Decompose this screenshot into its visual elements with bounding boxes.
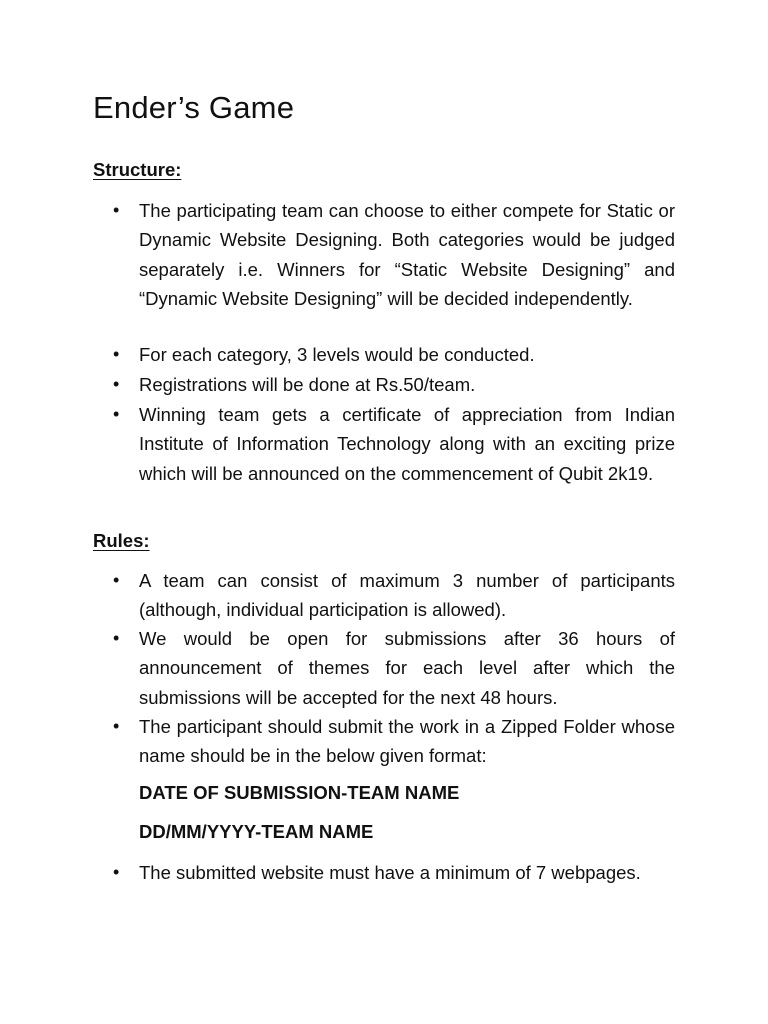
structure-item-levels: For each category, 3 levels would be conducted. bbox=[139, 344, 535, 365]
rules-item-zipped-folder: The participant should submit the work in a Zipped Folder whose name should be in the below given format: bbox=[139, 716, 675, 767]
rules-heading: Rules: bbox=[93, 530, 150, 551]
structure-item-teams: The participating team can choose to either compete for Static or Dynamic Website Designing. Both categories would be judged separately i.e. Winners for “Static Website Designing” and “Dynamic Website Designing” will be decided independently. bbox=[139, 200, 675, 309]
format-line-ddmmyyyy: DD/MM/YYYY-TEAM NAME bbox=[139, 821, 374, 842]
rules-item-team-size: A team can consist of maximum 3 number of participants (although, individual participation is allowed). bbox=[139, 570, 675, 621]
document-title: Ender’s Game bbox=[93, 90, 295, 125]
bullet-icon: • bbox=[113, 716, 120, 736]
rules-item-submission-window: We would be open for submissions after 36 hours of announcement of themes for each level after which the submissions will be accepted for the next 48 hours. bbox=[139, 628, 675, 708]
bullet-icon: • bbox=[113, 862, 120, 882]
bullet-icon: • bbox=[113, 344, 120, 364]
bullet-icon: • bbox=[113, 404, 120, 424]
rules-item-min-webpages: The submitted website must have a minimum of 7 webpages. bbox=[139, 862, 641, 883]
bullet-icon: • bbox=[113, 374, 120, 394]
format-line-date: DATE OF SUBMISSION-TEAM NAME bbox=[139, 782, 460, 803]
structure-item-registration: Registrations will be done at Rs.50/team. bbox=[139, 374, 476, 395]
structure-item-prize: Winning team gets a certificate of appreciation from Indian Institute of Information Technology along with an exciting prize which will be announced on the commencement of Qubit 2k19. bbox=[139, 404, 675, 484]
structure-heading: Structure: bbox=[93, 159, 182, 180]
bullet-icon: • bbox=[113, 200, 120, 220]
bullet-icon: • bbox=[113, 628, 120, 648]
bullet-icon: • bbox=[113, 570, 120, 590]
